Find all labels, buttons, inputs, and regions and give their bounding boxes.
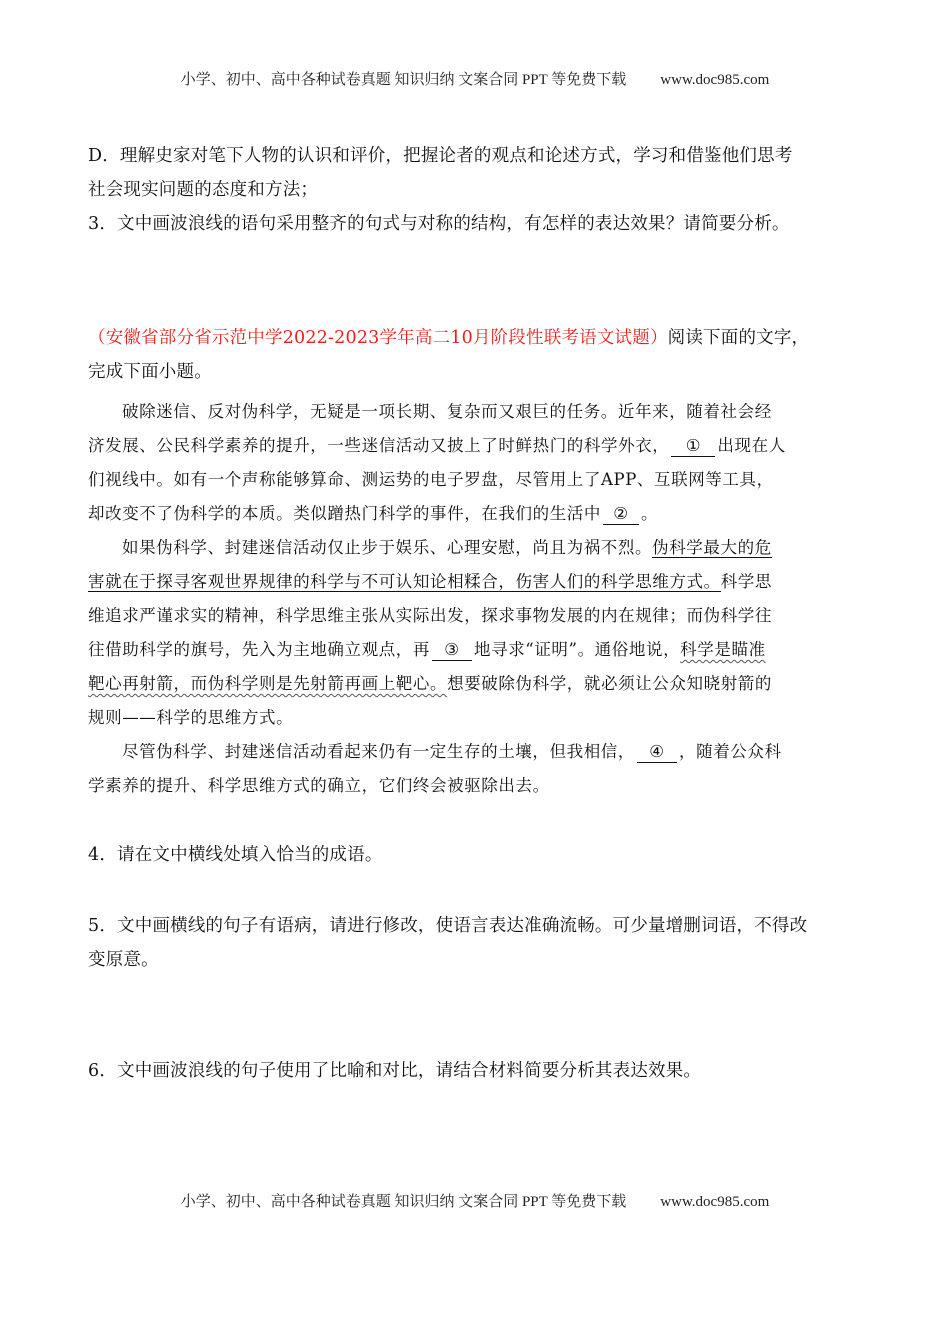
wavy-sentence: 科学是瞄准 — [680, 640, 766, 659]
passage-line — [88, 565, 863, 599]
underlined-sentence: 害就在于探寻客观世界规律的科学与不可认知论相糅合，伤害人们的科学思维方式。 — [88, 572, 721, 591]
footer-site-link[interactable]: www.doc985.com — [660, 1194, 770, 1210]
passage-text: 地寻求“证明”。通俗地说， — [474, 640, 681, 659]
question-5-line-1: 5．文中画横线的句子有语病，请进行修改，使语言表达准确流畅。可少量增删词语，不得改 — [88, 916, 808, 936]
passage-line — [88, 429, 863, 463]
blank-1[interactable]: ① — [671, 436, 715, 457]
question-6-block — [88, 1054, 863, 1088]
source-instruction: 阅读下面的文字， — [667, 328, 810, 348]
reading-passage — [88, 395, 863, 803]
blank-4[interactable]: ④ — [637, 742, 677, 763]
question-5-line-2: 变原意。 — [88, 950, 159, 970]
footer-text: 小学、初中、高中各种试卷真题 知识归纳 文案合同 PPT 等免费下载 — [180, 1194, 627, 1210]
blank-2[interactable]: ② — [603, 504, 639, 525]
passage-text: 想要破除伪科学，就必须让公众知晓射箭的 — [447, 674, 773, 693]
option-d-line-2: 社会现实问题的态度和方法； — [88, 180, 319, 200]
page-footer — [0, 1190, 950, 1211]
passage-text: 。 — [641, 504, 659, 523]
previous-question-block — [88, 139, 863, 241]
passage-text: 济发展、公民科学素养的提升，一些迷信活动又披上了时鲜热门的科学外衣， — [88, 436, 670, 455]
source-citation: （安徽省部分省示范中学2022-2023学年高二10月阶段性联考语文试题） — [88, 328, 668, 348]
passage-line: 维追求严谨求实的精神，科学思维主张从实际出发，探求事物发展的内在规律；而伪科学往 — [88, 606, 772, 625]
question-3: 3．文中画波浪线的语句采用整齐的句式与对称的结构，有怎样的表达效果？请简要分析。 — [88, 214, 790, 234]
header-site-link[interactable]: www.doc985.com — [660, 72, 770, 88]
passage-line — [88, 633, 863, 667]
passage-text: 往借助科学的旗号，先入为主地确立观点，再 — [88, 640, 430, 659]
header-text: 小学、初中、高中各种试卷真题 知识归纳 文案合同 PPT 等免费下载 — [180, 72, 627, 88]
wavy-sentence: 靶心再射箭，而伪科学则是先射箭再画上靶心。 — [88, 674, 448, 693]
passage-line: 规则——科学的思维方式。 — [88, 708, 294, 727]
question-6: 6．文中画波浪线的句子使用了比喻和对比，请结合材料简要分析其表达效果。 — [88, 1061, 702, 1081]
question-4: 4．请在文中横线处填入恰当的成语。 — [88, 845, 383, 865]
underlined-sentence: 伪科学最大的危 — [652, 538, 772, 557]
passage-line: 学素养的提升、科学思维方式的确立，它们终会被驱除出去。 — [88, 776, 550, 795]
passage-text: 科学思 — [720, 572, 773, 591]
passage-text: ，随着公众科 — [679, 742, 782, 761]
question-5-block — [88, 909, 863, 977]
passage-line — [88, 531, 863, 565]
passage-text: 出现在人 — [717, 436, 786, 455]
passage-line: 破除迷信、反对伪科学，无疑是一项长期、复杂而又艰巨的任务。近年来，随着社会经 — [122, 402, 772, 421]
source-line-2: 完成下面小题。 — [88, 362, 212, 382]
question-4-block — [88, 838, 863, 872]
source-block — [88, 321, 863, 389]
passage-text: 如果伪科学、封建迷信活动仅止步于娱乐、心理安慰，尚且为祸不烈。 — [122, 538, 653, 557]
passage-text: 尽管伪科学、封建迷信活动看起来仍有一定生存的土壤，但我相信， — [122, 742, 635, 761]
page-header — [0, 68, 950, 89]
blank-3[interactable]: ③ — [432, 640, 472, 661]
source-line-1 — [88, 321, 863, 355]
option-d-line-1: D．理解史家对笔下人物的认识和评价，把握论者的观点和论述方式，学习和借鉴他们思考 — [88, 146, 793, 166]
passage-line — [88, 735, 863, 769]
passage-text: 却改变不了伪科学的本质。类似蹭热门科学的事件，在我们的生活中 — [88, 504, 601, 523]
passage-line — [88, 497, 863, 531]
passage-line: 们视线中。如有一个声称能够算命、测运势的电子罗盘，尽管用上了APP、互联网等工具， — [88, 470, 774, 489]
passage-line — [88, 667, 863, 701]
